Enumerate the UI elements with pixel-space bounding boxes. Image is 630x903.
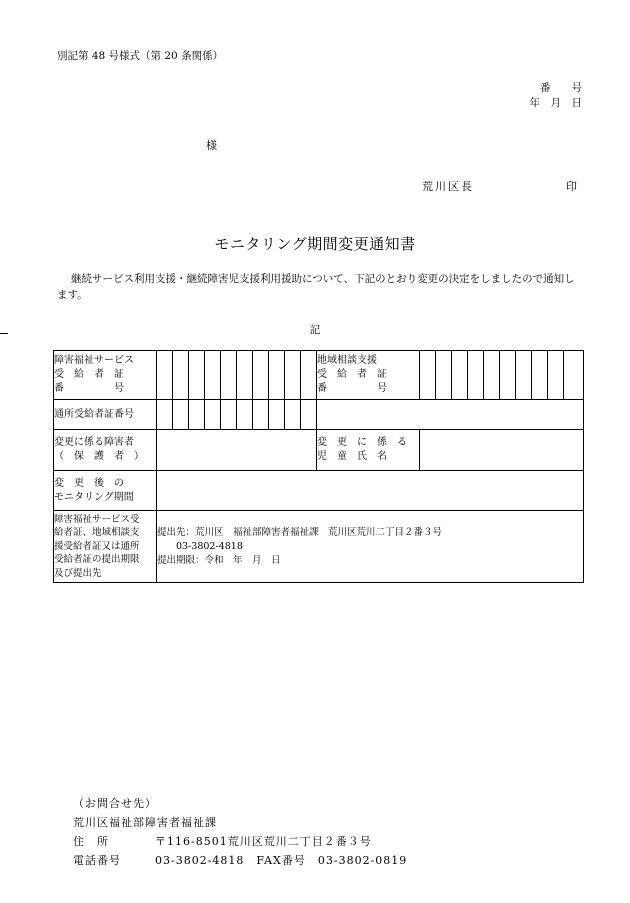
digit-box[interactable]	[301, 400, 317, 430]
blank-cell	[317, 400, 584, 430]
digit-box[interactable]	[285, 351, 301, 400]
digit-box[interactable]	[285, 400, 301, 430]
margin-mark	[0, 333, 8, 334]
phone-value: 03-3802-4818 FAX番号 03-3802-0819	[155, 854, 408, 867]
label-line: 変更に係る障害者	[54, 437, 134, 448]
guardian-name-field[interactable]	[157, 430, 317, 471]
digit-box[interactable]	[452, 351, 468, 400]
service-cert-label	[54, 351, 157, 400]
digit-box[interactable]	[564, 351, 584, 400]
seal-mark: 印	[566, 180, 577, 193]
digit-box[interactable]	[205, 400, 221, 430]
digit-box[interactable]	[253, 351, 269, 400]
digit-box[interactable]	[436, 351, 452, 400]
digit-box[interactable]	[237, 351, 253, 400]
digit-box[interactable]	[157, 400, 173, 430]
label-line: 受 給 者 証	[54, 369, 124, 380]
digit-box[interactable]	[237, 400, 253, 430]
digit-box[interactable]	[420, 351, 436, 400]
number-label: 番 号	[540, 82, 582, 94]
label-line: 番 号	[317, 383, 387, 394]
inquiry-phone-row	[73, 851, 407, 870]
label-line: 援受給者証又は通所	[54, 540, 140, 552]
child-name-field[interactable]	[420, 430, 584, 471]
digit-box[interactable]	[221, 400, 237, 430]
label-line: 給者証、地域相談支	[54, 527, 140, 539]
notice-form-table	[53, 350, 584, 583]
digit-box[interactable]	[189, 400, 205, 430]
digit-box[interactable]	[301, 351, 317, 400]
digit-box[interactable]	[269, 351, 285, 400]
submission-address: 提出先：荒川区 福祉部障害者福祉課 荒川区荒川二丁目２番３号	[157, 526, 443, 538]
table-row	[54, 351, 584, 400]
inquiry-block	[73, 794, 407, 870]
monitoring-period-field[interactable]	[157, 471, 584, 511]
issuer: 荒川区長	[422, 180, 474, 193]
document-title: モニタリング期間変更通知書	[214, 235, 416, 253]
digit-box[interactable]	[173, 400, 189, 430]
digit-box[interactable]	[205, 351, 221, 400]
label-line: 変 更 に 係 る	[317, 437, 407, 448]
submission-deadline: 提出期限：令和 年 月 日	[157, 554, 281, 566]
label-line: 受 給 者 証	[317, 369, 387, 380]
label-line: モニタリング期間	[54, 491, 134, 503]
digit-box[interactable]	[500, 351, 516, 400]
inquiry-dept: 荒川区福祉部障害者福祉課	[73, 816, 217, 829]
submission-label	[54, 511, 157, 583]
ki-heading: 記	[309, 324, 321, 336]
label-line: （ 保 護 者 ）	[54, 451, 144, 462]
date-label: 年 月 日	[529, 97, 582, 109]
recipient-suffix: 様	[206, 139, 217, 152]
digit-box[interactable]	[548, 351, 564, 400]
digit-box[interactable]	[532, 351, 548, 400]
day-care-cert-label: 通所受給者証番号	[54, 400, 157, 430]
digit-box[interactable]	[173, 351, 189, 400]
digit-box[interactable]	[253, 400, 269, 430]
body-text: 継続サービス利用支援・継続障害児支援利用援助について、下記のとおり変更の決定をしましたので通知します。	[57, 273, 575, 301]
digit-box[interactable]	[269, 400, 285, 430]
digit-box[interactable]	[221, 351, 237, 400]
phone-label: 電話番号	[73, 854, 121, 867]
label-line: 障害福祉サービス	[54, 355, 134, 366]
label-line: 番 号	[54, 383, 124, 394]
digit-box[interactable]	[516, 351, 532, 400]
inquiry-address-row	[73, 832, 407, 851]
address-value: 〒116-8501荒川区荒川二丁目２番３号	[155, 835, 372, 848]
form-number: 別記第 48 号様式（第 20 条関係）	[57, 50, 224, 62]
submission-phone: 03-3802-4818	[157, 540, 243, 552]
digit-box[interactable]	[157, 351, 173, 400]
label-line: 児 童 氏 名	[317, 451, 387, 462]
label-line: 地域相談支援	[317, 355, 377, 366]
table-row	[54, 471, 584, 511]
table-row	[54, 430, 584, 471]
consult-cert-label	[317, 351, 420, 400]
submission-info	[157, 511, 584, 583]
monitoring-period-label	[54, 471, 157, 511]
label-line: 障害福祉サービス受	[54, 513, 140, 525]
guardian-label	[54, 430, 157, 471]
label-line: 及び提出先	[54, 567, 102, 579]
table-row	[54, 400, 584, 430]
child-name-label	[317, 430, 420, 471]
table-row	[54, 511, 584, 583]
label-line: 変 更 後 の	[54, 477, 124, 489]
address-label: 住 所	[73, 835, 109, 848]
digit-box[interactable]	[189, 351, 205, 400]
digit-box[interactable]	[484, 351, 500, 400]
digit-box[interactable]	[468, 351, 484, 400]
label-line: 受給者証の提出期限	[54, 554, 140, 566]
number-date-block	[530, 81, 583, 111]
inquiry-heading: （お問合せ先）	[73, 797, 157, 810]
